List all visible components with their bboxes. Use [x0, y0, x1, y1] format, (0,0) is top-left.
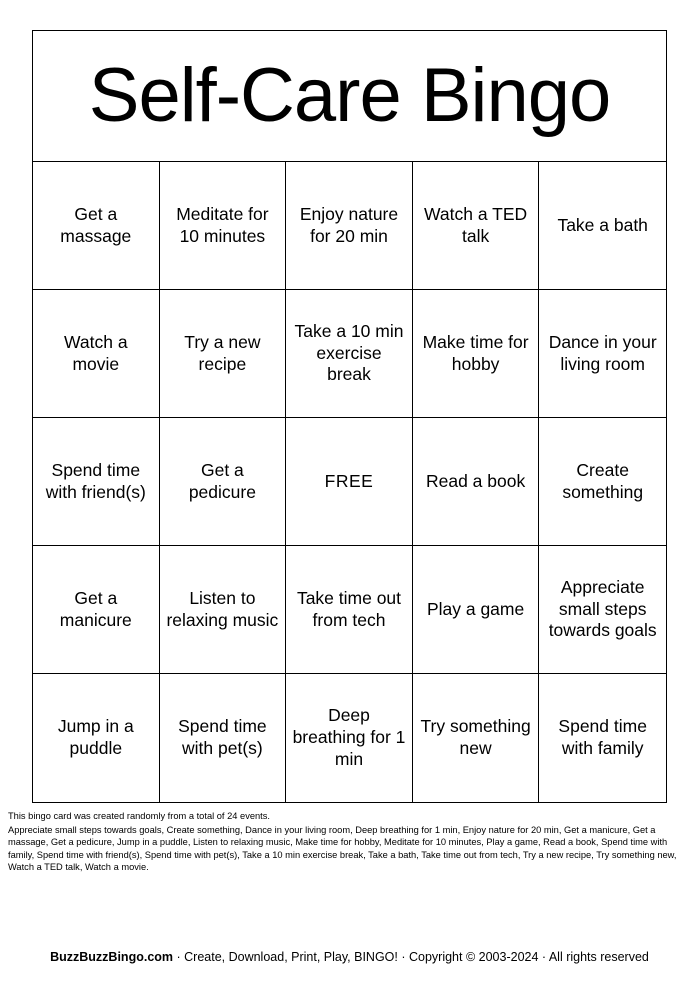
bingo-cell-free[interactable]: FREE: [286, 418, 413, 546]
bingo-cell[interactable]: Meditate for 10 minutes: [160, 162, 287, 290]
bingo-card: [32, 30, 667, 803]
bingo-cell[interactable]: Enjoy nature for 20 min: [286, 162, 413, 290]
site-brand[interactable]: BuzzBuzzBingo.com: [50, 950, 174, 964]
bingo-cell[interactable]: Jump in a puddle: [33, 674, 160, 802]
bingo-cell[interactable]: Try something new: [413, 674, 540, 802]
bingo-cell[interactable]: Get a massage: [33, 162, 160, 290]
bingo-cell[interactable]: Create something: [539, 418, 666, 546]
bingo-cell[interactable]: Read a book: [413, 418, 540, 546]
bingo-cell[interactable]: Dance in your living room: [539, 290, 666, 418]
bingo-cell[interactable]: Appreciate small steps towards goals: [539, 546, 666, 674]
footnote-line-2: Appreciate small steps towards goals, Create something, Dance in your living room, Deep breathing for 1 min, Enjoy nature for 20 min, Get a manicure, Get a massage, Get a pedicure, Jump in a puddle, Listen to relaxing music, Make time for hobby, Meditate for 10 minutes, Play a game, Read a book, Spend time with family, Spend time with friend(s), Spend time with pet(s), Take a 10 min exercise break, Take a bath, Take time out from tech, Try a new recipe, Try something new, Watch a TED talk, Watch a movie.: [8, 824, 677, 873]
bingo-cell[interactable]: Get a manicure: [33, 546, 160, 674]
bingo-cell[interactable]: Listen to relaxing music: [160, 546, 287, 674]
footnote: [8, 810, 688, 874]
bingo-cell[interactable]: Take a 10 min exercise break: [286, 290, 413, 418]
bingo-cell[interactable]: Spend time with friend(s): [33, 418, 160, 546]
card-title: Self-Care Bingo: [33, 31, 666, 162]
page-footer: [0, 950, 699, 964]
bingo-cell[interactable]: Play a game: [413, 546, 540, 674]
bingo-cell[interactable]: Spend time with family: [558, 716, 647, 758]
bingo-cell[interactable]: Try a new recipe: [160, 290, 287, 418]
bingo-cell[interactable]: Take time out from tech: [286, 546, 413, 674]
bingo-cell[interactable]: Watch a TED talk: [413, 162, 540, 290]
bingo-cell[interactable]: Take a bath: [539, 162, 666, 290]
bingo-cell[interactable]: Make time for hobby: [413, 290, 540, 418]
footer-text: · Create, Download, Print, Play, BINGO! · Copyright © 2003-2024 · All rights reserved: [173, 950, 649, 964]
bingo-grid: [33, 162, 666, 802]
bingo-cell[interactable]: Get a pedicure: [160, 418, 287, 546]
bingo-cell[interactable]: Deep breathing for 1 min: [286, 674, 413, 802]
footnote-line-1: This bingo card was created randomly from a total of 24 events.: [8, 811, 270, 821]
bingo-cell[interactable]: Watch a movie: [33, 290, 160, 418]
bingo-cell[interactable]: Spend time with pet(s): [160, 674, 287, 802]
